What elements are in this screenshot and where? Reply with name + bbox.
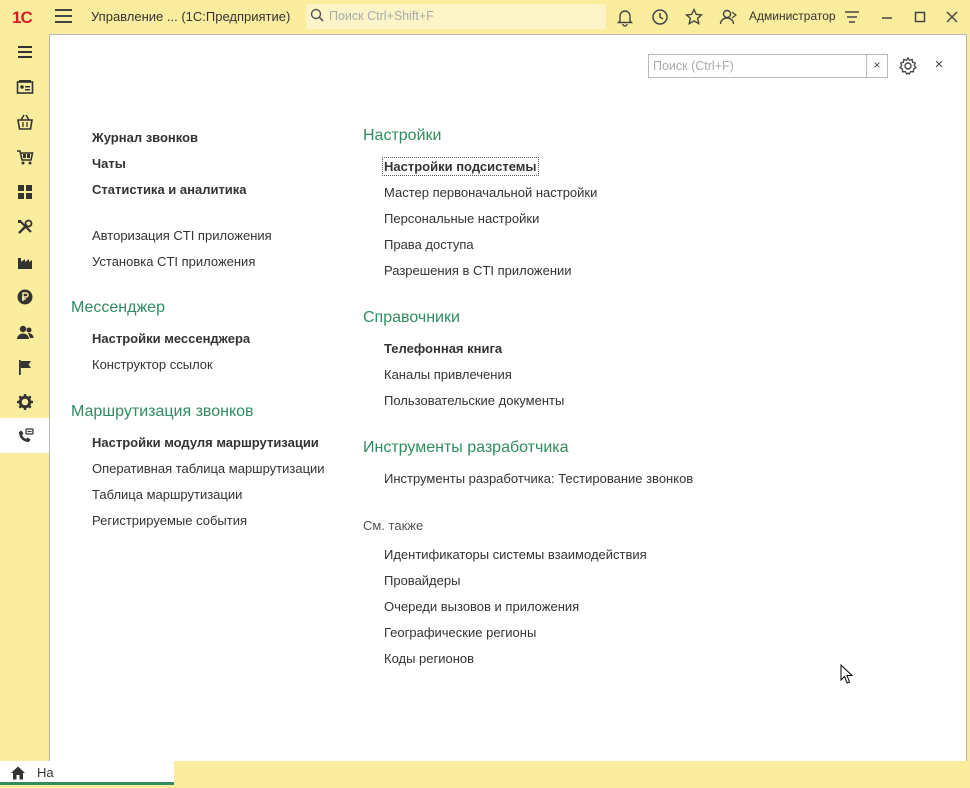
main-menu-icon[interactable]	[55, 9, 72, 25]
link-cti-auth[interactable]: Авторизация CTI приложения	[92, 228, 272, 243]
open-windows-bar	[0, 761, 970, 788]
main-panel	[49, 34, 967, 781]
close-window-icon[interactable]	[942, 7, 962, 27]
panel-search-placeholder: Поиск (Ctrl+F)	[653, 59, 734, 73]
global-search-input[interactable]	[306, 4, 606, 29]
link-providers[interactable]: Провайдеры	[384, 573, 461, 588]
settings-menu-icon[interactable]	[842, 7, 862, 27]
users-icon	[16, 323, 34, 341]
mouse-cursor-icon	[840, 664, 854, 685]
title-bar	[0, 0, 970, 34]
home-icon	[10, 765, 26, 781]
link-interaction-ids[interactable]: Идентификаторы системы взаимодействия	[384, 547, 647, 562]
link-devtools-call-testing[interactable]: Инструменты разработчика: Тестирование звонков	[384, 471, 694, 486]
contacts-icon	[16, 78, 34, 96]
grid-icon	[16, 183, 34, 201]
sidebar-item-finance[interactable]	[0, 279, 49, 314]
link-setup-wizard[interactable]: Мастер первоначальной настройки	[384, 185, 598, 200]
link-call-queues[interactable]: Очереди вызовов и приложения	[384, 599, 580, 614]
tab-home[interactable]	[0, 761, 174, 785]
global-search-placeholder: Поиск Ctrl+Shift+F	[329, 9, 434, 23]
maximize-icon[interactable]	[910, 7, 930, 27]
section-title-directories: Справочники	[363, 309, 460, 326]
link-geo-regions[interactable]: Географические регионы	[384, 625, 537, 640]
phone-icon	[16, 427, 34, 445]
link-access-rights[interactable]: Права доступа	[384, 237, 474, 252]
ruble-icon	[16, 288, 34, 306]
close-panel-button[interactable]: ×	[934, 56, 944, 73]
sidebar-item-warehouse[interactable]	[0, 174, 49, 209]
link-routing-settings[interactable]: Настройки модуля маршрутизации	[92, 435, 319, 450]
history-icon[interactable]	[650, 7, 670, 27]
user-icon[interactable]	[718, 7, 738, 27]
link-personal-settings[interactable]: Персональные настройки	[384, 211, 540, 226]
link-messenger-settings[interactable]: Настройки мессенджера	[92, 331, 251, 346]
window-title: Управление ... (1С:Предприятие)	[91, 9, 291, 24]
sidebar-item-production[interactable]	[0, 244, 49, 279]
link-subsystem-settings[interactable]: Настройки подсистемы	[384, 159, 537, 174]
cart-icon	[16, 148, 34, 166]
minimize-icon[interactable]	[877, 7, 897, 27]
search-icon	[310, 8, 324, 22]
sidebar-item-personnel[interactable]	[0, 314, 49, 349]
sidebar-item-service[interactable]	[0, 209, 49, 244]
link-cti-permissions[interactable]: Разрешения в CTI приложении	[384, 263, 572, 278]
sidebar-item-projects[interactable]	[0, 349, 49, 384]
sidebar-item-purchases[interactable]	[0, 139, 49, 174]
section-panel	[0, 34, 49, 761]
clear-search-button[interactable]: ×	[866, 55, 887, 77]
user-name[interactable]: Администратор	[749, 9, 836, 23]
flag-icon	[16, 358, 34, 376]
link-registered-events[interactable]: Регистрируемые события	[92, 513, 247, 528]
bell-icon[interactable]	[615, 7, 635, 27]
link-operative-routing-table[interactable]: Оперативная таблица маршрутизации	[92, 461, 325, 476]
section-title-messenger: Мессенджер	[71, 299, 165, 316]
section-title-routing: Маршрутизация звонков	[71, 403, 254, 420]
section-title-devtools: Инструменты разработчика	[363, 439, 569, 456]
basket-icon	[16, 113, 34, 131]
link-statistics[interactable]: Статистика и аналитика	[92, 182, 247, 197]
sidebar-item-sales[interactable]	[0, 104, 49, 139]
link-user-documents[interactable]: Пользовательские документы	[384, 393, 565, 408]
menu-icon	[16, 43, 34, 61]
link-call-journal[interactable]: Журнал звонков	[92, 130, 199, 145]
link-phone-book[interactable]: Телефонная книга	[384, 341, 503, 356]
sidebar-item-contacts[interactable]	[0, 69, 49, 104]
link-cti-install[interactable]: Установка CTI приложения	[92, 254, 256, 269]
factory-icon	[16, 253, 34, 271]
link-region-codes[interactable]: Коды регионов	[384, 651, 475, 666]
section-title-see-also: См. также	[363, 518, 424, 533]
sidebar-item-menu[interactable]	[0, 34, 49, 69]
tab-home-label: На	[37, 765, 54, 780]
link-link-builder[interactable]: Конструктор ссылок	[92, 357, 213, 372]
tools-icon	[16, 218, 34, 236]
link-chats[interactable]: Чаты	[92, 156, 126, 171]
panel-search-input[interactable]	[648, 54, 888, 78]
star-icon[interactable]	[684, 7, 704, 27]
panel-settings-icon[interactable]	[898, 56, 918, 76]
sidebar-item-settings[interactable]	[0, 384, 49, 419]
link-routing-table[interactable]: Таблица маршрутизации	[92, 487, 243, 502]
gear-icon	[16, 393, 34, 411]
sidebar-item-telephony[interactable]	[0, 418, 49, 453]
link-acquisition-channels[interactable]: Каналы привлечения	[384, 367, 512, 382]
app-logo[interactable]: 1С	[12, 8, 32, 27]
section-title-settings: Настройки	[363, 127, 442, 144]
